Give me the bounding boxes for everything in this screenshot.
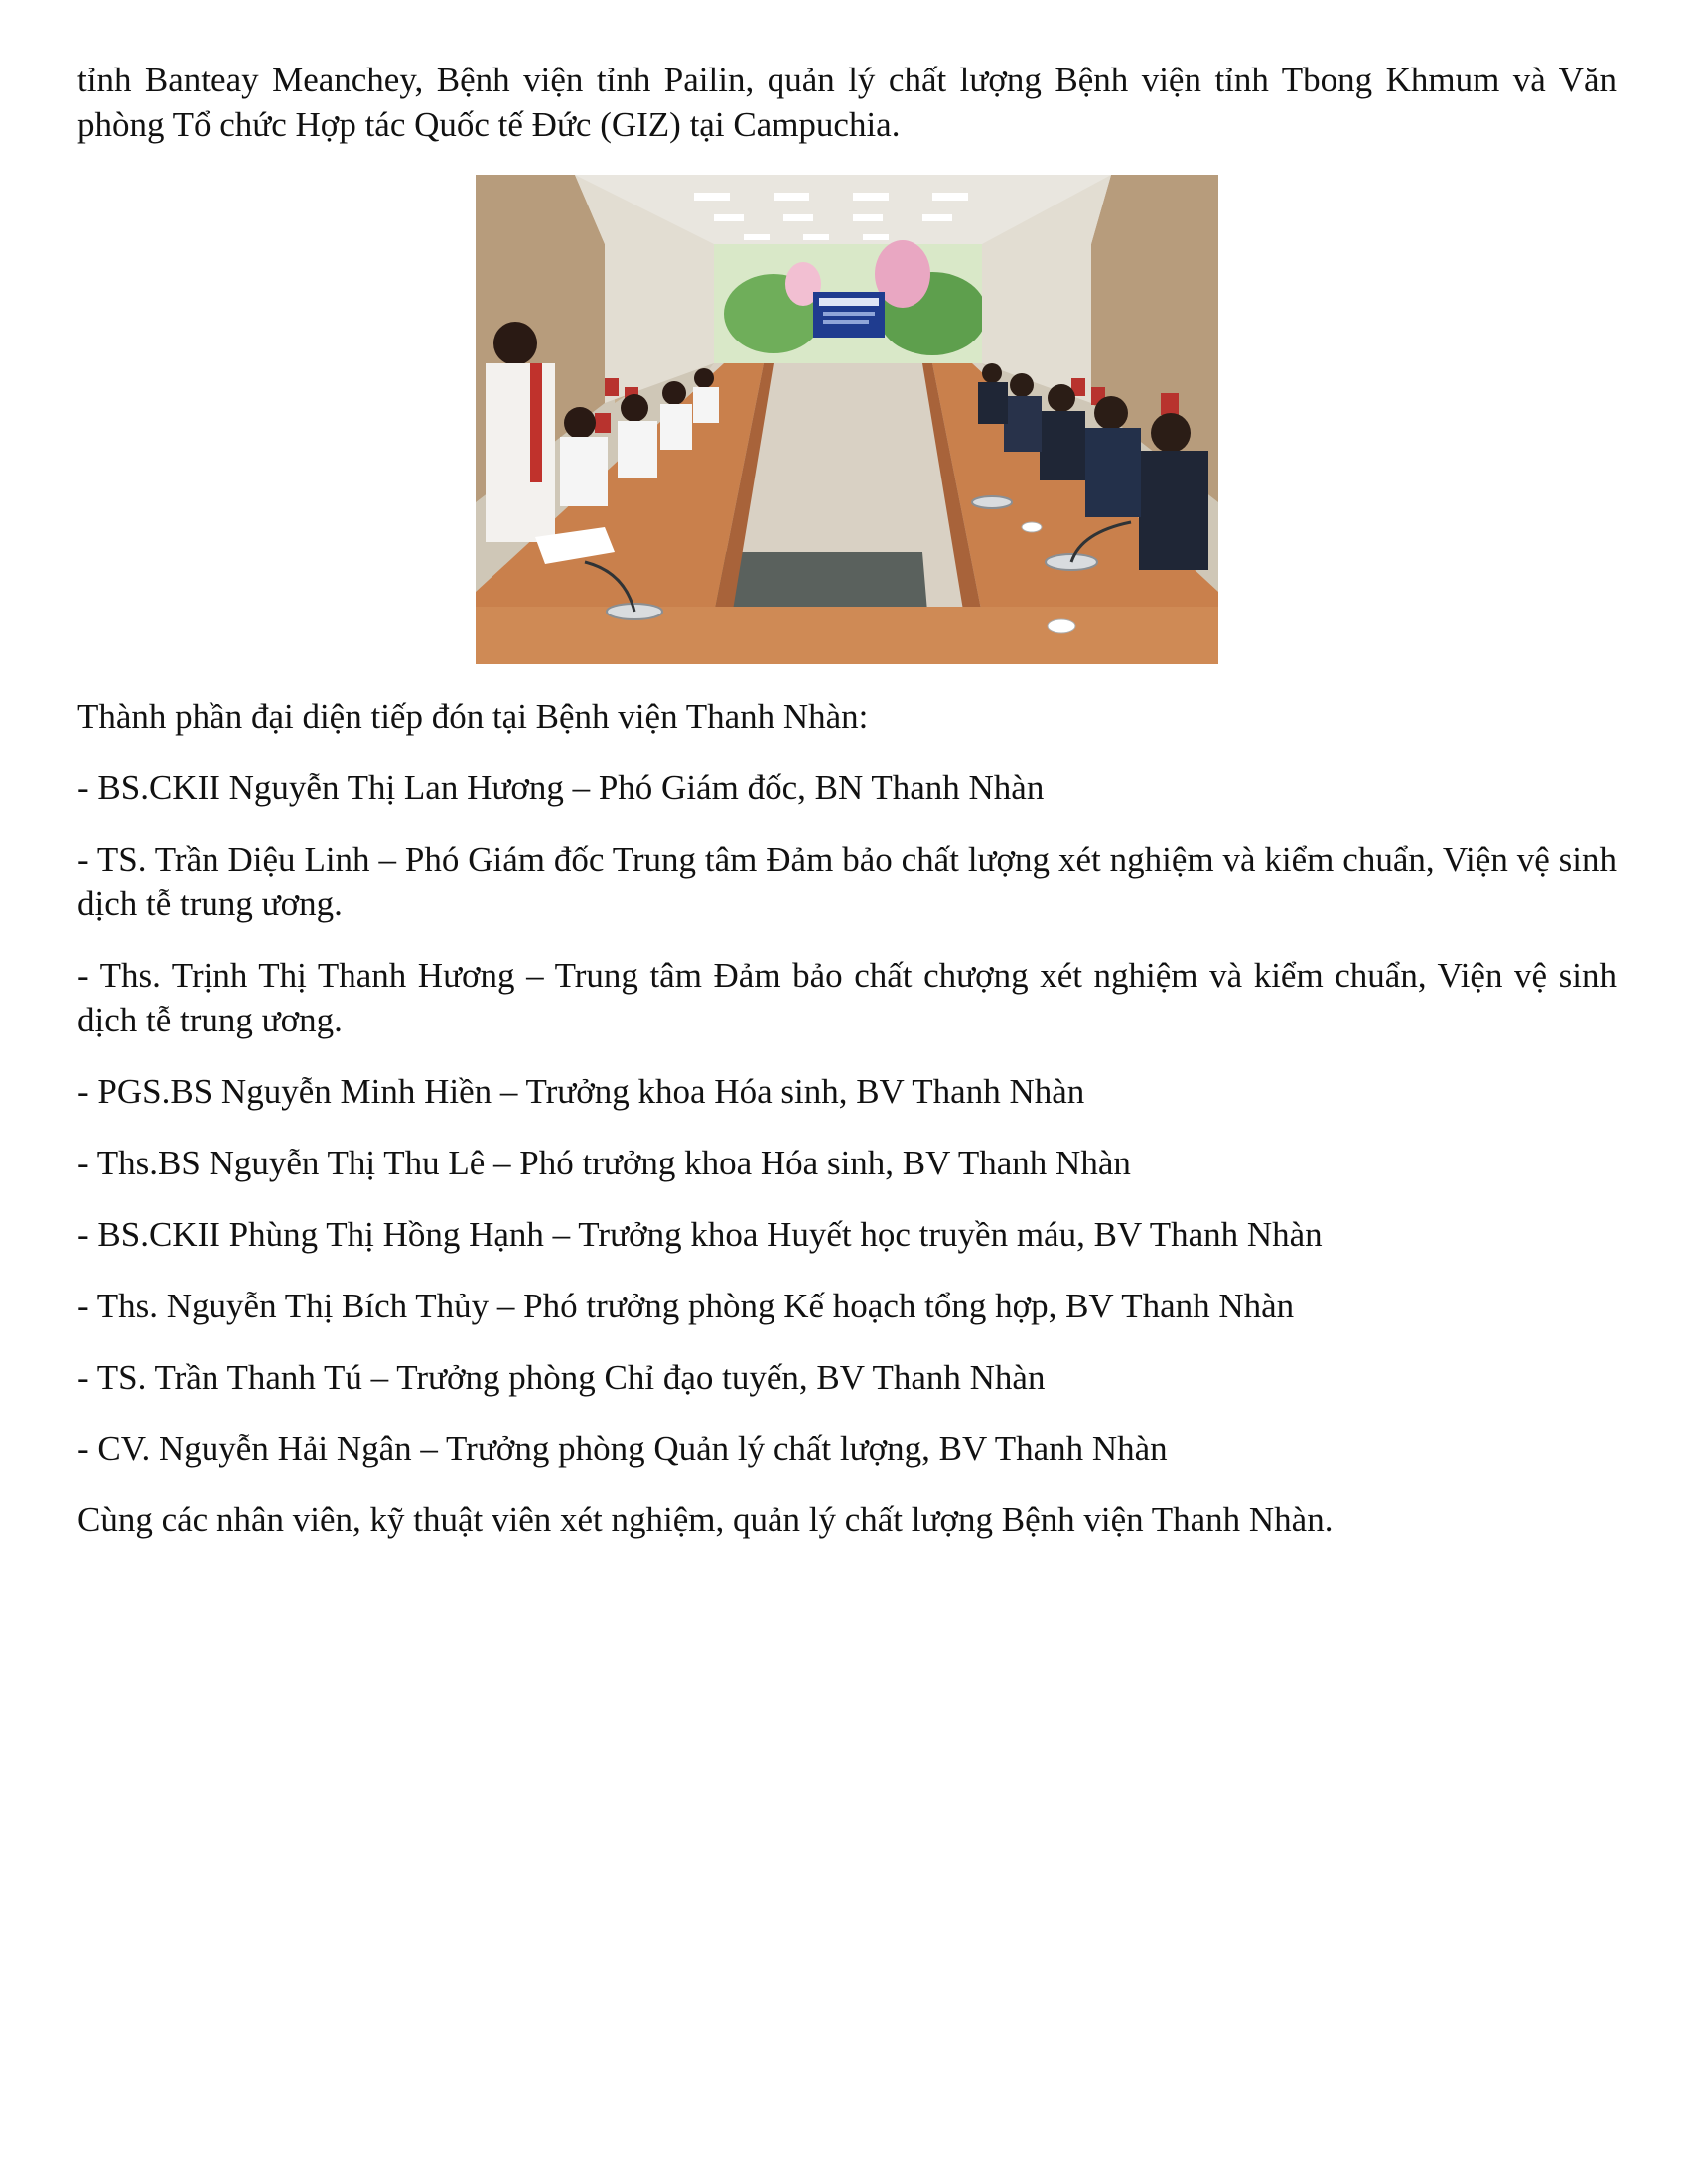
reception-heading: Thành phần đại diện tiếp đón tại Bệnh viện Thanh Nhàn:	[77, 697, 869, 736]
document-page	[77, 58, 1617, 1542]
member-item: - TS. Trần Thanh Tú – Trưởng phòng Chỉ đạo tuyến, BV Thanh Nhàn	[77, 1358, 1046, 1397]
member-item: - BS.CKII Phùng Thị Hồng Hạnh – Trưởng khoa Huyết học truyền máu, BV Thanh Nhàn	[77, 1215, 1323, 1254]
member-item: - CV. Nguyễn Hải Ngân – Trưởng phòng Quản lý chất lượng, BV Thanh Nhàn	[77, 1430, 1168, 1468]
member-item: - Ths. Nguyễn Thị Bích Thủy – Phó trưởng phòng Kế hoạch tổng hợp, BV Thanh Nhàn	[77, 1287, 1295, 1325]
member-item: - PGS.BS Nguyễn Minh Hiền – Trưởng khoa Hóa sinh, BV Thanh Nhàn	[77, 1072, 1085, 1111]
intro-continuation: tỉnh Banteay Meanchey, Bệnh viện tỉnh Pailin, quản lý chất lượng Bệnh viện tỉnh Tbong Khmum và Văn phòng Tổ chức Hợp tác Quốc tế Đức (GIZ) tại Campuchia.	[77, 61, 1617, 144]
meeting-room-photo	[476, 175, 1218, 664]
closing-paragraph: Cùng các nhân viên, kỹ thuật viên xét nghiệm, quản lý chất lượng Bệnh viện Thanh Nhàn.	[77, 1500, 1334, 1539]
member-item: - BS.CKII Nguyễn Thị Lan Hương – Phó Giám đốc, BN Thanh Nhàn	[77, 768, 1045, 807]
member-item: - Ths.BS Nguyễn Thị Thu Lê – Phó trưởng khoa Hóa sinh, BV Thanh Nhàn	[77, 1144, 1131, 1182]
member-item: - TS. Trần Diệu Linh – Phó Giám đốc Trung tâm Đảm bảo chất lượng xét nghiệm và kiểm chuẩn, Viện vệ sinh dịch tễ trung ương.	[77, 840, 1617, 923]
member-item: - Ths. Trịnh Thị Thanh Hương – Trung tâm Đảm bảo chất chượng xét nghiệm và kiểm chuẩn, Viện vệ sinh dịch tễ trung ương.	[77, 956, 1617, 1039]
